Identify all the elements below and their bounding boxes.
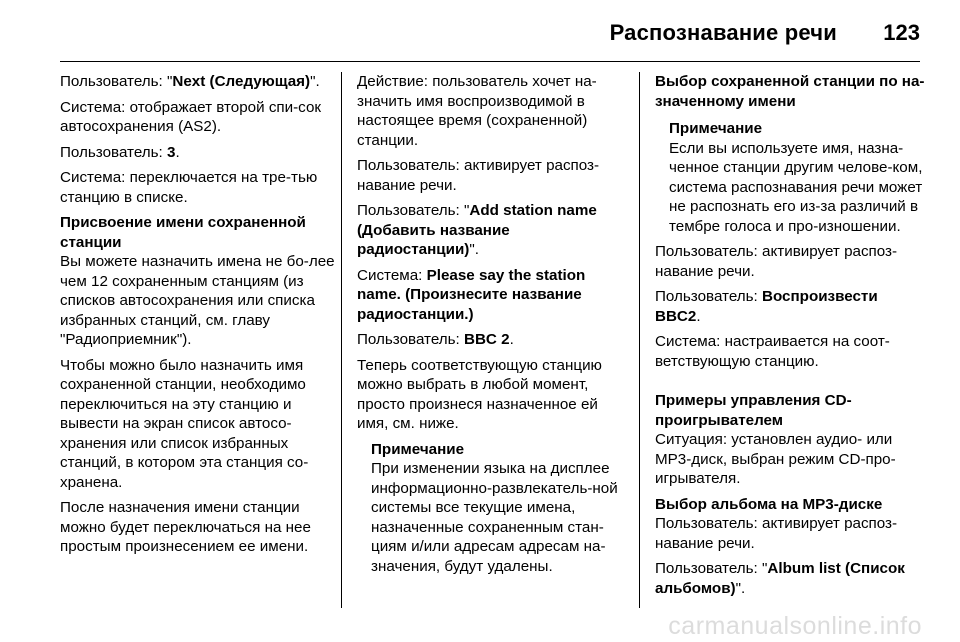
paragraph: После назначения имени станции можно будет переключаться на нее простым произнесением ее имени. xyxy=(60,499,311,555)
paragraph: Теперь соответствующую станцию можно выбрать в любой момент, просто произнеся назначенное ей имя, см. ниже. xyxy=(357,356,602,432)
column-divider xyxy=(341,72,342,608)
section-heading: Выбор альбома на MP3-диске xyxy=(655,495,883,513)
paragraph: Пользователь: "Next (Следующая)". xyxy=(60,73,320,90)
paragraph: Система: отображает второй спи-сок автосохранения (AS2). xyxy=(60,98,322,135)
section-heading: Примеры управления CD-проигрывателем xyxy=(655,392,852,429)
section-heading: Присвоение имени сохраненной станции xyxy=(60,214,306,251)
paragraph: Пользователь: 3. xyxy=(60,143,180,161)
note-box xyxy=(357,440,633,577)
header-divider xyxy=(60,61,920,62)
column-middle xyxy=(357,72,633,582)
note-title: Примечание xyxy=(371,440,465,458)
section-heading: Выбор сохраненной станции по на-значенному имени xyxy=(655,73,925,110)
paragraph: Система: переключается на тре-тью станцию в списке. xyxy=(60,169,318,206)
paragraph: Чтобы можно было назначить имя сохраненной станции, необходимо переключиться на эту станцию и вывести на экран список автосо-хранения или список избранных станций, в котором эта станция со-хранена. xyxy=(60,356,309,491)
page-title: Распознавание речи xyxy=(609,20,837,45)
paragraph: Пользователь: BBC 2. xyxy=(357,331,514,348)
paragraph: Пользователь: Воспроизвести BBC2. xyxy=(655,288,878,325)
note-text: Если вы используете имя, назна-ченное станции другим челове-ком, система распознавания речи может не распознать его из-за различий в тембре голоса и про-изношении. xyxy=(669,139,923,235)
paragraph: Ситуация: установлен аудио- или MP3-диск, выбран режим CD-про-игрывателя. xyxy=(655,431,896,487)
note-text: При изменении языка на дисплее информационно-развлекатель-ной системы все текущие имена, назначенные сохраненным стан-циям и/или адресам адресам на-значения, будут удалены. xyxy=(371,460,618,575)
paragraph: Пользователь: активирует распоз-навание речи. xyxy=(357,157,600,194)
paragraph: Пользователь: "Album list (Список альбомов)". xyxy=(655,560,905,597)
watermark: carmanualsonline.info xyxy=(668,612,922,640)
note-box xyxy=(655,119,925,236)
page-number: 123 xyxy=(883,20,920,45)
paragraph: Пользователь: активирует распоз-навание речи. xyxy=(655,243,898,280)
column-left xyxy=(60,72,336,563)
paragraph: Действие: пользователь хочет на-значить имя воспроизводимой в настоящее время (сохраненной) станции. xyxy=(357,73,597,149)
paragraph: Пользователь: "Add station name (Добавить название радиостанции)". xyxy=(357,202,597,258)
paragraph: Вы можете назначить имена не бо-лее чем 12 сохраненным станциям (из списков автосохранения или списка избранных станций, см. главу "Радиоприемник"). xyxy=(60,253,335,348)
column-divider xyxy=(639,72,640,608)
paragraph: Система: настраивается на соот-ветствующую станцию. xyxy=(655,333,890,370)
note-title: Примечание xyxy=(669,120,763,137)
column-right xyxy=(655,72,925,604)
paragraph: Пользователь: активирует распоз-навание речи. xyxy=(655,515,898,552)
paragraph: Система: Please say the station name. (Произнесите название радиостанции.) xyxy=(357,266,586,323)
